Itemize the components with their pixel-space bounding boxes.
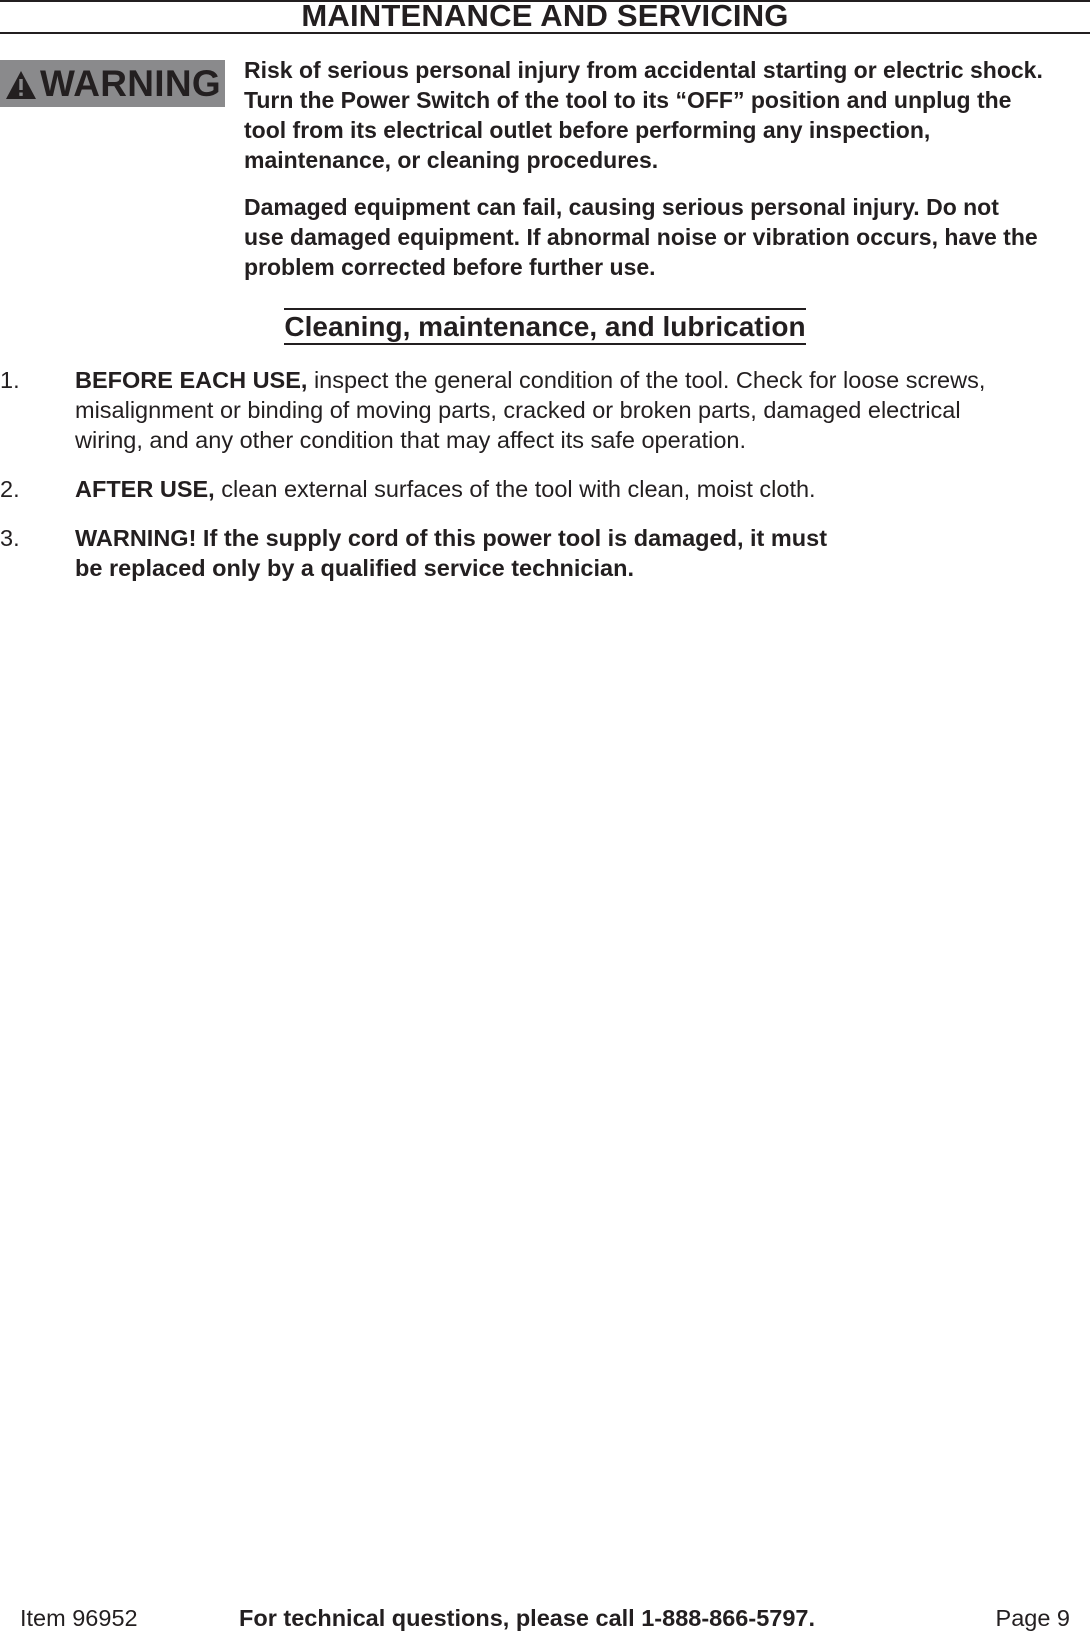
- warning-paragraph-risk: Risk of serious personal injury from accidental starting or electric shock. Turn the Power Switch of the tool to its “OFF” position and unplug the tool from its electrical outlet before performing any inspection, maintenance, or cleaning procedures.: [244, 57, 1043, 173]
- list-item-lead: BEFORE EACH USE,: [75, 367, 308, 393]
- list-item-text: clean external surfaces of the tool with clean, moist cloth.: [214, 476, 816, 502]
- footer-item-number: Item 96952: [20, 1605, 138, 1631]
- footer-page-number: Page 9: [995, 1605, 1070, 1631]
- list-item-number: 1.: [0, 367, 20, 393]
- list-item-number: 3.: [0, 525, 20, 551]
- page-title: MAINTENANCE AND SERVICING: [301, 0, 789, 33]
- list-item-text: WARNING! If the supply cord of this power tool is damaged, it must be replaced only by a qualified service technician.: [75, 525, 828, 581]
- warning-label: WARNING: [40, 62, 221, 104]
- list-item-body: [75, 365, 1035, 455]
- section-heading: [0, 308, 1090, 345]
- warning-badge: [0, 60, 225, 107]
- warning-triangle-icon: [4, 68, 38, 102]
- list-item-text: inspect the general condition of the tool. Check for loose screws, misalignment or binding of moving parts, cracked or broken parts, damaged electrical wiring, and any other condition that may affect its safe operation.: [75, 367, 986, 453]
- section-heading-text: Cleaning, maintenance, and lubrication: [284, 308, 805, 345]
- list-item-lead: AFTER USE,: [75, 476, 215, 502]
- list-item-body: [75, 523, 855, 583]
- list-item-number: 2.: [0, 476, 20, 502]
- warning-paragraph-damaged-equipment: Damaged equipment can fail, causing serious personal injury. Do not use damaged equipment. If abnormal noise or vibration occurs, have the problem corrected before further use.: [244, 194, 1038, 280]
- page-footer: [0, 1603, 1090, 1635]
- footer-technical-questions: For technical questions, please call 1-888-866-5797.: [239, 1605, 816, 1631]
- list-item-body: [75, 474, 1035, 504]
